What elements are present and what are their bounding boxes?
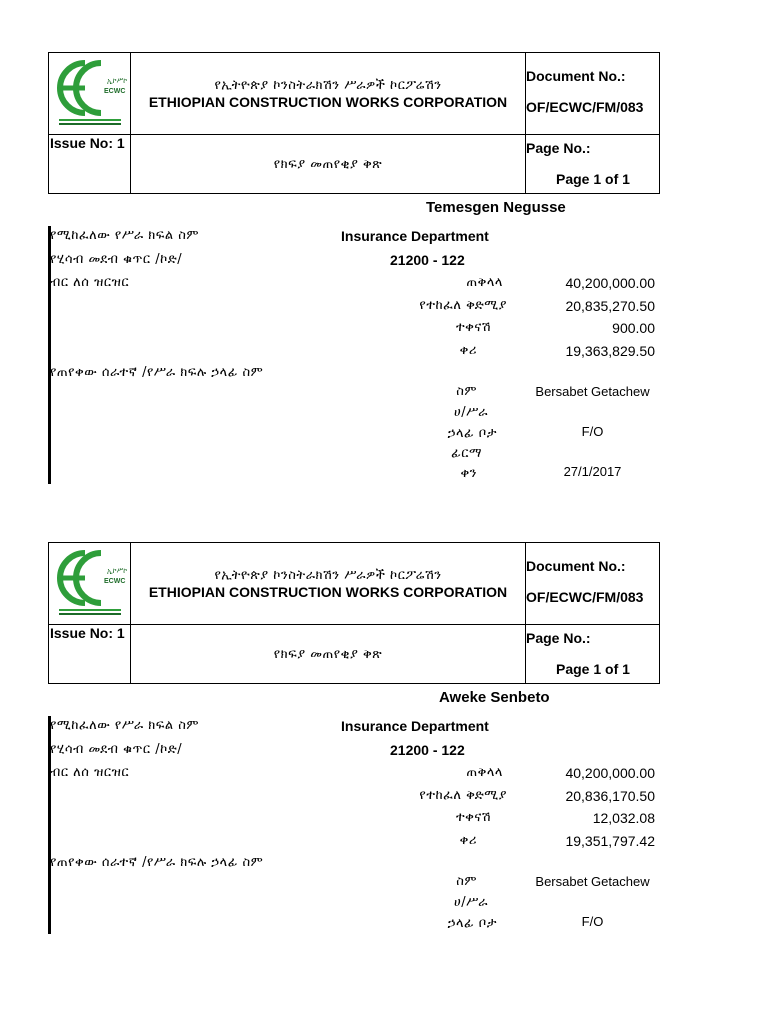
svg-text:ኢኮሥኮ: ኢኮሥኮ (107, 567, 128, 575)
ecwc-logo-icon (55, 57, 128, 129)
payee-name: Temesgen Negusse (426, 199, 566, 216)
svg-text:ECWC: ECWC (104, 578, 126, 585)
requester-label: የጠየቀው ሰራተኛ /የሥራ ክፍሉ ኃላፊ ስም (50, 855, 264, 870)
amount-detail-label: ብር ለሰ ዝርዝር (50, 275, 130, 290)
sig-label-dept: ሀ/ሥራ (453, 895, 488, 910)
amount-label-total: ጠቅላላ (466, 275, 503, 290)
sig-label-date: ቀን (460, 466, 477, 481)
department-label: የሚከፈለው የሥራ ክፍል ስም (50, 718, 199, 733)
amount-value-total: 40,200,000.00 (565, 275, 655, 291)
sig-value-name: Bersabet Getachew (535, 874, 650, 889)
svg-text:ECWC: ECWC (104, 88, 126, 95)
amount-detail-label: ብር ለሰ ዝርዝር (50, 765, 130, 780)
document-no-value: OF/ECWC/FM/083 (526, 99, 644, 115)
sig-value-name: Bersabet Getachew (535, 384, 650, 399)
form-header (48, 52, 660, 194)
document-no-label: Document No.: (526, 558, 626, 574)
sig-label-name: ስም (456, 874, 477, 889)
sig-value-position: F/O (581, 424, 604, 439)
page-no-label: Page No.: (526, 630, 591, 646)
amount-label-balance: ቀሪ (459, 833, 477, 848)
amount-value-balance: 19,351,797.42 (565, 833, 655, 849)
sig-label-name: ስም (456, 384, 477, 399)
form-title: የክፍያ መጠየቂያ ቅጽ (273, 647, 383, 662)
sig-label-dept: ሀ/ሥራ (453, 405, 488, 420)
account-code-value: 21200 - 122 (390, 742, 465, 758)
svg-text:ኢኮሥኮ: ኢኮሥኮ (107, 77, 128, 85)
amount-value-advance: 20,835,270.50 (565, 298, 655, 314)
amount-label-total: ጠቅላላ (466, 765, 503, 780)
payee-name: Aweke Senbeto (439, 689, 550, 706)
page-of: Page 1 of 1 (556, 661, 630, 677)
issue-no: Issue No: 1 (50, 625, 125, 641)
org-name-english: ETHIOPIAN CONSTRUCTION WORKS CORPORATION (148, 584, 508, 600)
department-value: Insurance Department (341, 228, 489, 244)
account-code-label: የሂሳብ መደብ ቁጥር /ኮድ/ (50, 252, 183, 267)
department-label: የሚከፈለው የሥራ ክፍል ስም (50, 228, 199, 243)
amount-label-deduction: ተቀናሽ (455, 320, 491, 335)
org-name-amharic: የኢትዮጵያ ኮንስትራክሽን ሥራዎች ኮርፖሬሽን (214, 568, 442, 583)
requester-label: የጠየቀው ሰራተኛ /የሥራ ክፍሉ ኃላፊ ስም (50, 365, 264, 380)
amount-label-deduction: ተቀናሽ (455, 810, 491, 825)
sig-value-position: F/O (581, 914, 604, 929)
page-of: Page 1 of 1 (556, 171, 630, 187)
payment-form-1 (0, 0, 768, 490)
amount-label-advance: የተከፈለ ቅድሚያ (419, 788, 507, 803)
department-value: Insurance Department (341, 718, 489, 734)
document-no-label: Document No.: (526, 68, 626, 84)
account-code-label: የሂሳብ መደብ ቁጥር /ኮድ/ (50, 742, 183, 757)
amount-value-advance: 20,836,170.50 (565, 788, 655, 804)
amount-value-deduction: 12,032.08 (592, 810, 655, 826)
ecwc-logo-icon (55, 547, 128, 619)
sig-label-signature: ፊርማ (451, 446, 482, 461)
amount-label-advance: የተከፈለ ቅድሚያ (419, 298, 507, 313)
payment-form-2 (0, 490, 768, 1024)
org-name-english: ETHIOPIAN CONSTRUCTION WORKS CORPORATION (148, 94, 508, 110)
amount-value-total: 40,200,000.00 (565, 765, 655, 781)
amount-value-balance: 19,363,829.50 (565, 343, 655, 359)
issue-no: Issue No: 1 (50, 135, 125, 151)
page-no-label: Page No.: (526, 140, 591, 156)
sig-label-position: ኃላፊ ቦታ (447, 426, 497, 441)
account-code-value: 21200 - 122 (390, 252, 465, 268)
amount-value-deduction: 900.00 (612, 320, 655, 336)
form-header (48, 542, 660, 684)
sig-label-position: ኃላፊ ቦታ (447, 916, 497, 931)
form-title: የክፍያ መጠየቂያ ቅጽ (273, 157, 383, 172)
sig-value-date: 27/1/2017 (563, 464, 622, 479)
org-name-amharic: የኢትዮጵያ ኮንስትራክሽን ሥራዎች ኮርፖሬሽን (214, 78, 442, 93)
amount-label-balance: ቀሪ (459, 343, 477, 358)
document-no-value: OF/ECWC/FM/083 (526, 589, 644, 605)
